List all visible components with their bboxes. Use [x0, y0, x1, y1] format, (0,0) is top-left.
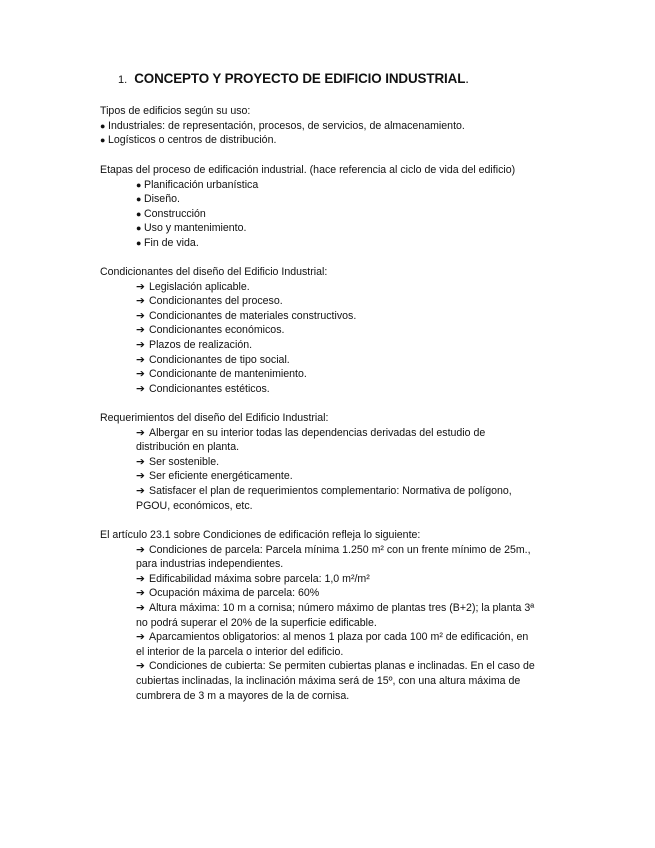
bullet-icon: ●	[100, 135, 106, 146]
arrow-icon: ➔	[136, 455, 145, 468]
list-item	[100, 659, 536, 703]
list-item	[100, 367, 540, 382]
list-item	[100, 207, 540, 222]
list-item	[100, 455, 536, 470]
arrow-icon: ➔	[136, 426, 145, 439]
arrow-icon: ➔	[136, 280, 145, 293]
etapas-item-5: Fin de vida.	[144, 236, 199, 249]
condicionantes-item-3: Condicionantes de materiales constructivos.	[149, 309, 357, 322]
arrow-icon: ➔	[136, 353, 145, 366]
condicionantes-item-5: Plazos de realización.	[149, 338, 253, 351]
bullet-icon: ●	[136, 179, 142, 190]
articulo-item-4: Altura máxima: 10 m a cornisa; número máximo de plantas tres (B+2); la planta 3ª no podrá superar el 20% de la superficie edificable.	[136, 601, 535, 629]
list-item	[100, 353, 540, 368]
articulo-item-2: Edificabilidad máxima sobre parcela: 1,0 m²/m²	[149, 572, 370, 585]
arrow-icon: ➔	[136, 601, 145, 614]
tipos-title: Tipos de edificios según su uso:	[100, 105, 251, 117]
list-item	[100, 236, 540, 251]
list-item	[100, 119, 540, 134]
arrow-icon: ➔	[136, 309, 145, 322]
list-item	[100, 426, 536, 455]
list-item	[100, 309, 540, 324]
list-item	[100, 543, 536, 572]
arrow-icon: ➔	[136, 338, 145, 351]
list-item	[100, 601, 536, 630]
list-item	[100, 630, 536, 659]
articulo-item-1: Condiciones de parcela: Parcela mínima 1.250 m² con un frente mínimo de 25m., para industrias independientes.	[136, 543, 531, 571]
list-item	[100, 221, 540, 236]
list-item	[100, 572, 536, 587]
requerimientos-section	[100, 411, 540, 513]
bullet-icon: ●	[136, 237, 142, 248]
arrow-icon: ➔	[136, 587, 145, 600]
articulo-item-5: Aparcamientos obligatorios: al menos 1 plaza por cada 100 m² de edificación, en el interior de la parcela o interior del edificio.	[136, 631, 529, 658]
articulo-item-6: Condiciones de cubierta: Se permiten cubiertas planas e inclinadas. En el caso de cubiertas inclinadas, la inclinación máxima será de 15º, con una altura máxima de cumbrera de 3 m a mayores de la de cornisa.	[136, 660, 535, 702]
condicionantes-item-8: Condicionantes estéticos.	[149, 382, 270, 395]
arrow-icon: ➔	[136, 543, 145, 556]
bullet-icon: ●	[136, 223, 142, 234]
section-heading	[118, 70, 469, 89]
arrow-icon: ➔	[136, 470, 145, 483]
list-item	[100, 178, 540, 193]
condicionantes-item-1: Legislación aplicable.	[149, 280, 250, 293]
bullet-icon: ●	[100, 120, 106, 131]
articulo-item-3: Ocupación máxima de parcela: 60%	[149, 587, 320, 600]
list-item	[100, 294, 540, 309]
articulo-section	[100, 528, 540, 703]
list-item	[100, 586, 536, 601]
tipos-item-1: Industriales: de representación, procesos, de servicios, de almacenamiento.	[108, 119, 465, 132]
condicionantes-item-7: Condicionante de mantenimiento.	[149, 368, 307, 381]
requerimientos-title: Requerimientos del diseño del Edificio Industrial:	[100, 412, 329, 424]
condicionantes-item-6: Condicionantes de tipo social.	[149, 353, 290, 366]
etapas-item-2: Diseño.	[144, 193, 180, 206]
arrow-icon: ➔	[136, 660, 145, 673]
list-item	[100, 484, 536, 513]
arrow-icon: ➔	[136, 484, 145, 497]
requerimientos-item-3: Ser eficiente energéticamente.	[149, 470, 293, 483]
tipos-section	[100, 104, 540, 148]
arrow-icon: ➔	[136, 631, 145, 644]
requerimientos-item-2: Ser sostenible.	[149, 455, 220, 468]
etapas-item-3: Construcción	[144, 207, 206, 220]
heading-title: CONCEPTO Y PROYECTO DE EDIFICIO INDUSTRIAL	[134, 71, 466, 86]
condicionantes-title: Condicionantes del diseño del Edificio Industrial:	[100, 266, 328, 278]
arrow-icon: ➔	[136, 572, 145, 585]
etapas-item-1: Planificación urbanística	[144, 178, 259, 191]
list-item	[100, 323, 540, 338]
etapas-title: Etapas del proceso de edificación industrial. (hace referencia al ciclo de vida del edificio)	[100, 164, 516, 176]
arrow-icon: ➔	[136, 324, 145, 337]
condicionantes-section	[100, 265, 540, 396]
condicionantes-item-4: Condicionantes económicos.	[149, 324, 285, 337]
heading-period: .	[465, 71, 470, 86]
heading-number: 1.	[118, 74, 128, 86]
condicionantes-item-2: Condicionantes del proceso.	[149, 295, 283, 308]
list-item	[100, 280, 540, 295]
etapas-section	[100, 163, 540, 251]
requerimientos-item-4: Satisfacer el plan de requerimientos complementario: Normativa de polígono, PGOU, económicos, etc.	[136, 484, 512, 512]
requerimientos-item-1: Albergar en su interior todas las dependencias derivadas del estudio de distribución en planta.	[136, 426, 486, 454]
list-item	[100, 469, 536, 484]
etapas-item-4: Uso y mantenimiento.	[144, 222, 247, 235]
arrow-icon: ➔	[136, 382, 145, 395]
tipos-item-2: Logísticos o centros de distribución.	[108, 134, 277, 147]
list-item	[100, 192, 540, 207]
articulo-title: El artículo 23.1 sobre Condiciones de edificación refleja lo siguiente:	[100, 529, 421, 541]
bullet-icon: ●	[136, 208, 142, 219]
list-item	[100, 382, 540, 397]
list-item	[100, 133, 540, 148]
list-item	[100, 338, 540, 353]
bullet-icon: ●	[136, 194, 142, 205]
arrow-icon: ➔	[136, 295, 145, 308]
arrow-icon: ➔	[136, 368, 145, 381]
